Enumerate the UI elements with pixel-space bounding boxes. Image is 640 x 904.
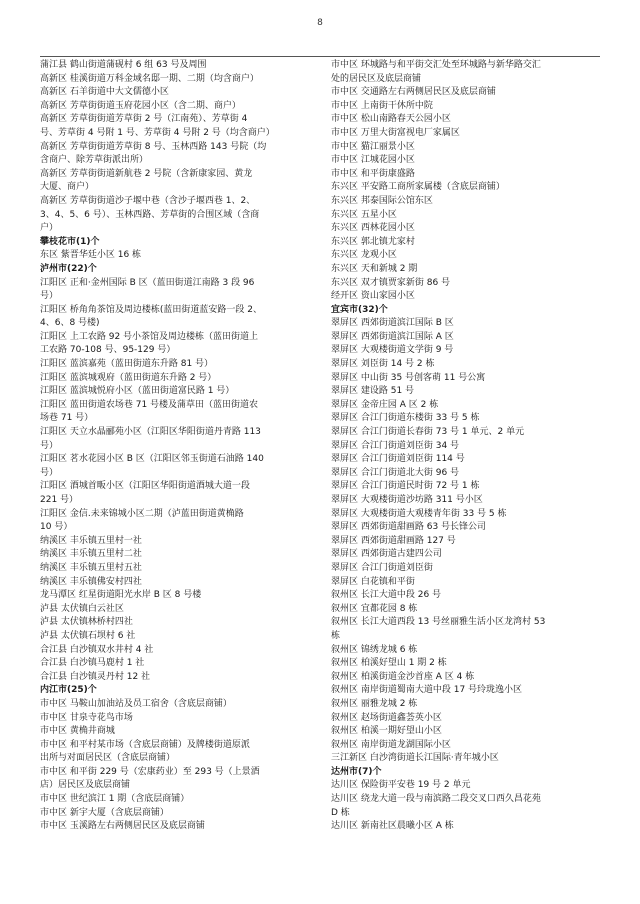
address-line: 市中区 江城花园小区 (331, 155, 415, 166)
address-line: 场巷 71 号） (40, 413, 94, 424)
address-line: 江阳区 上工农路 92 号小茶馆及周边楼栋（蓝田街道上 (40, 331, 259, 342)
address-line: 纳溪区 丰乐镇佛安村四社 (40, 576, 142, 587)
address-line: 翠屏区 西郊街道滨江国际 B 区 (331, 318, 454, 329)
address-line: 栋 (331, 630, 341, 641)
address-line: 户） (40, 223, 59, 234)
address-line: 叙州区 柏溪一期好望山小区 (331, 726, 442, 737)
address-line: 3、4、5、6 号）、玉林西路、芳草街的合围区域（含商 (40, 209, 260, 220)
right-column (331, 59, 601, 834)
address-line: 号） (40, 467, 59, 478)
address-line: 经开区 资山家园小区 (331, 291, 415, 302)
address-line: 东兴区 西林花园小区 (331, 223, 415, 234)
address-line: 江阳区 蓝滨城观府（蓝田街道东升路 2 号） (40, 372, 217, 383)
address-line: 市中区 和平街康盛路 (331, 168, 415, 179)
address-line: 市中区 玉溪路左右两侧居民区及底层商铺 (40, 821, 205, 832)
address-line: 翠屏区 合江门街道长春街 73 号 1 单元、2 单元 (331, 427, 525, 438)
address-line: 东兴区 双才镇贾家新街 86 号 (331, 277, 451, 288)
address-line: 市中区 交通路左右两侧居民区及底层商铺 (331, 87, 496, 98)
address-line: 高新区 桂溪街道万科金域名邸一期、二期（均含商户） (40, 73, 259, 84)
address-line: 翠屏区 大观楼街道沙坊路 311 号小区 (331, 495, 483, 505)
address-line: 江阳区 蓝滨城悦府小区（蓝田街道富民路 1 号） (40, 386, 235, 397)
address-line: 叙州区 柏溪街道金沙首座 A 区 4 栋 (331, 671, 475, 682)
address-line: 东兴区 平安路工商所家属楼（含底层商铺） (331, 182, 505, 193)
address-line: 翠屏区 合江门街道北大街 96 号 (331, 467, 460, 478)
address-line: 市中区 猫江丽景小区 (331, 141, 415, 152)
address-line: 市中区 环城路与和平街交汇处至环城路与新华路交汇 (331, 60, 541, 70)
city-heading: 攀枝花市(1)个 (40, 236, 100, 247)
address-line: 翠屏区 金帝庄园 A 区 2 栋 (331, 399, 439, 410)
address-line: 东兴区 龙观小区 (331, 250, 397, 261)
address-line: 市中区 世纪滨江 1 期（含底层商铺） (40, 794, 190, 805)
address-line: 翠屏区 合江门街道刘臣街 34 号 (331, 440, 460, 451)
address-line: 翠屏区 刘臣街 14 号 2 栋 (331, 359, 435, 370)
address-line: 叙州区 南岸街道蜀南大道中段 17 号玲珑逸小区 (331, 685, 523, 696)
address-line: 叙州区 长江大道中段 26 号 (331, 590, 442, 601)
address-line: 翠屏区 西郊街道甜画路 63 号长锋公司 (331, 522, 487, 533)
address-line: 翠屏区 西郊街道甜画路 127 号 (331, 535, 456, 546)
address-line: 江阳区 酒城首畈小区（江阳区华阳街道酒城大道一段 (40, 481, 250, 492)
city-heading: 内江市(25)个 (40, 685, 97, 696)
address-line: 三江新区 白沙湾街道长江国际·青年城小区 (331, 753, 499, 764)
address-line: 叙州区 宜都花园 8 栋 (331, 603, 418, 614)
address-line: 高新区 芳草街街道沙子堰中巷（含沙子堰西巷 1、2、 (40, 195, 256, 206)
address-line: 翠屏区 合江门街道刘臣街 114 号 (331, 454, 465, 465)
address-line: 江阳区 蓝滨嘉苑（蓝田街道东升路 81 号） (40, 359, 214, 370)
address-line: 高新区 石羊街道中大文儒德小区 (40, 87, 169, 98)
address-line: 高新区 芳草街街道新航巷 2 号院（含新康家园、黄龙 (40, 168, 253, 179)
address-line: 翠屏区 西郊街道滨江国际 A 区 (331, 331, 454, 342)
address-line: 高新区 芳草街街道芳草街 2 号（江南苑）、芳草街 4 (40, 114, 248, 125)
address-line: 东区 紫晋华廷小区 16 栋 (40, 250, 142, 261)
address-line: 市中区 松山南路春天公园小区 (331, 114, 451, 125)
address-line: 泸县 太伏镇林桥村四社 (40, 617, 133, 628)
address-line: 合江县 白沙镇灵丹村 12 社 (40, 671, 151, 682)
address-line: 达川区 保险街平安巷 19 号 2 单元 (331, 780, 471, 791)
address-line: 市中区 新宇大厦（含底层商铺） (40, 807, 169, 818)
address-line: 市中区 万里大街富视电厂家属区 (331, 127, 460, 138)
address-line: 江阳区 天立水晶郦苑小区（江阳区华阳街道丹青路 113 (40, 427, 261, 438)
city-heading: 泸州市(22)个 (40, 263, 97, 274)
address-line: 江阳区 桥角角茶馆及周边楼栋(蓝田街道蓝安路一段 2、 (40, 304, 262, 315)
address-line: 号） (40, 291, 59, 302)
address-line: 含商户、除芳草街派出所） (40, 155, 149, 166)
address-line: 东兴区 郭北镇尤家村 (331, 236, 415, 247)
address-line: 江阳区 茗水花园小区 B 区（江阳区邻玉街道石油路 140 (40, 454, 264, 465)
address-line: 合江县 白沙镇马鹿村 1 社 (40, 658, 145, 669)
address-line: 泸县 太伏镇白云社区 (40, 603, 124, 614)
address-line: 叙州区 南岸街道龙湖国际小区 (331, 739, 451, 750)
address-line: 翠屏区 大观楼街道大观楼青年街 33 号 5 栋 (331, 508, 507, 519)
address-line: 翠屏区 中山街 35 号创客萌 11 号公寓 (331, 372, 486, 383)
address-line: 江阳区 蓝田街道农场巷 71 号楼及蒲草田（蓝田街道农 (40, 399, 259, 410)
address-line: 泸县 太伏镇石坝村 6 社 (40, 630, 136, 641)
address-line: 市中区 和平街 229 号（宏康药业）至 293 号（上景酒 (40, 766, 260, 777)
address-line: 翠屏区 合江门街道民时街 72 号 1 栋 (331, 481, 480, 492)
address-line: 东兴区 五星小区 (331, 209, 397, 220)
address-line: 市中区 上南街干休所中院 (331, 100, 433, 111)
address-line: 纳溪区 丰乐镇五里村五社 (40, 562, 142, 573)
left-column (40, 59, 323, 834)
address-line: 达川区 绕龙大道一段与南滨路二段交叉口西久昌花苑 (331, 794, 541, 805)
address-line: 纳溪区 丰乐镇五里村二社 (40, 549, 142, 560)
address-line: 店）居民区及底层商铺 (40, 780, 131, 791)
address-line: 叙州区 锦绣龙城 6 栋 (331, 644, 418, 655)
page-number: 8 (317, 18, 323, 28)
city-heading: 达州市(7)个 (331, 766, 382, 777)
header-rule (40, 56, 600, 57)
city-heading: 宜宾市(32)个 (331, 304, 388, 315)
address-line: 大厦、商户） (40, 182, 95, 193)
address-line: 号、芳草街 4 号附 1 号、芳草街 4 号附 2 号（均含商户） (40, 127, 275, 138)
address-line: 4、6、8 号楼) (40, 318, 100, 329)
address-line: 出所与对面居民区（含底层商铺） (40, 753, 176, 764)
address-line: 翠屏区 白花镇和平街 (331, 576, 415, 587)
address-line: 市中区 黄桷井商城 (40, 726, 115, 737)
address-line: 高新区 芳草街街道玉府花园小区（含二期、商户） (40, 100, 241, 111)
address-line: 市中区 和平村某市场（含底层商铺）及牌楼街道原派 (40, 739, 250, 750)
address-line: 市中区 马鞍山加油站及员工宿舍（含底层商铺） (40, 698, 232, 709)
address-line: 工农路 70-108 号、95-129 号） (40, 345, 176, 356)
address-line: 江阳区 正和·金州国际 B 区（蓝田街道江南路 3 段 96 (40, 277, 255, 288)
address-line: 翠屏区 合江门街道刘臣街 (331, 562, 433, 573)
address-line: 叙州区 长江大道西段 13 号丝丽雅生活小区龙湾村 53 (331, 617, 546, 628)
address-line: 叙州区 柏溪好望山 1 期 2 栋 (331, 658, 447, 669)
address-line: 翠屏区 大观楼街道文学街 9 号 (331, 345, 454, 356)
address-line: 市中区 甘泉寺花鸟市场 (40, 712, 133, 723)
address-line: 江阳区 金信.未来锦城小区二期（泸蓝田街道黄桷路 (40, 508, 244, 519)
address-line: 东兴区 天和新城 2 期 (331, 263, 418, 274)
address-line: D 栋 (331, 807, 350, 818)
address-line: 翠屏区 建设路 51 号 (331, 386, 415, 397)
address-line: 叙州区 丽雅龙城 2 栋 (331, 698, 418, 709)
address-line: 号） (40, 440, 59, 451)
address-line: 10 号） (40, 522, 73, 533)
address-line: 221 号） (40, 495, 79, 505)
address-line: 翠屏区 西郊街道古建四公司 (331, 549, 442, 560)
address-line: 蒲江县 鹤山街道蒲砚村 6 组 63 号及周围 (40, 60, 207, 70)
address-line: 纳溪区 丰乐镇五里村一社 (40, 535, 142, 546)
address-line: 东兴区 邦泰国际公馆东区 (331, 195, 433, 206)
address-line: 叙州区 赵场街道鑫荟英小区 (331, 712, 442, 723)
address-line: 高新区 芳草街街道芳草街 8 号、玉林西路 143 号院（均 (40, 141, 267, 152)
address-line: 龙马潭区 红星街道阳光水岸 B 区 8 号楼 (40, 590, 202, 601)
address-line: 翠屏区 合江门街道东楼街 33 号 5 栋 (331, 413, 480, 424)
address-line: 合江县 白沙镇双水井村 4 社 (40, 644, 154, 655)
address-line: 处的居民区及底层商铺 (331, 73, 422, 84)
address-line: 达川区 新南社区晨曦小区 A 栋 (331, 821, 454, 832)
